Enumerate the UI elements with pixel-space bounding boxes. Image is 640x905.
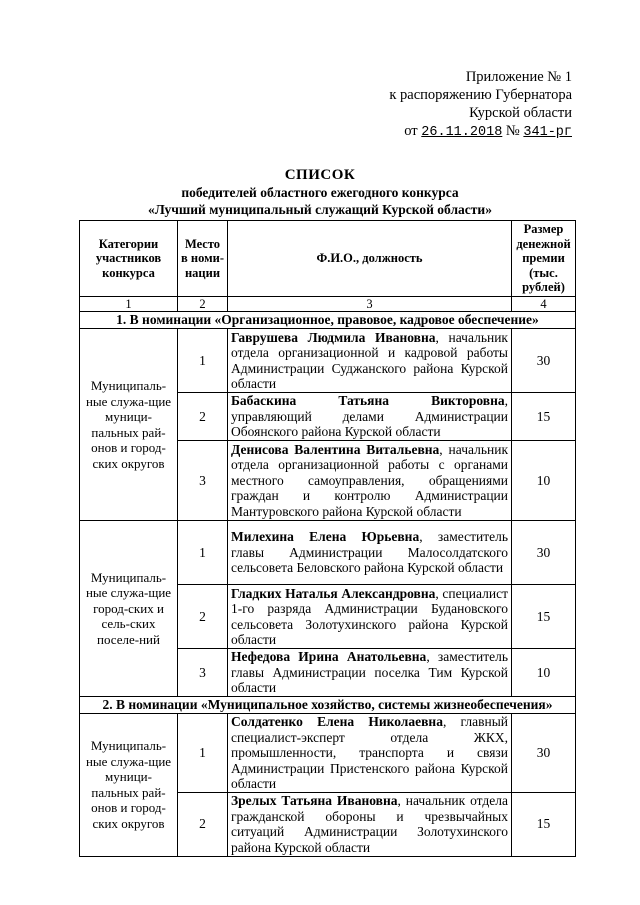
person-cell bbox=[228, 585, 512, 649]
person-cell bbox=[228, 792, 512, 856]
person-position: , заместитель главы Администрации поселка Тим Курской области bbox=[231, 649, 508, 696]
document-subtitle-2: «Лучший муниципальный служащий Курской области» bbox=[148, 202, 492, 217]
appendix-date-line bbox=[360, 122, 572, 142]
category-cell: Муниципаль-ные служа-щие муници-пальных рай-онов и город-ских округов bbox=[80, 329, 178, 521]
place-cell: 1 bbox=[178, 329, 228, 393]
appendix-region: Курской области bbox=[469, 105, 572, 121]
place-cell: 1 bbox=[178, 714, 228, 793]
prize-cell: 10 bbox=[512, 441, 576, 521]
prize-cell: 30 bbox=[512, 329, 576, 393]
column-number: 4 bbox=[512, 297, 576, 312]
place-cell: 1 bbox=[178, 521, 228, 585]
person-name: Солдатенко Елена Николаевна bbox=[231, 714, 443, 729]
nomination-row bbox=[80, 312, 576, 329]
column-number: 2 bbox=[178, 297, 228, 312]
number-prefix: № bbox=[505, 123, 520, 139]
appendix-block bbox=[360, 68, 572, 142]
person-position: , заместитель главы Администрации Малосолдатского сельсовета Беловского района Курской области bbox=[231, 529, 508, 576]
person-name: Милехина Елена Юрьевна bbox=[231, 529, 420, 545]
category-cell: Муниципаль-ные служа-щие город-ских и сель-ских поселе-ний bbox=[80, 521, 178, 697]
prize-cell: 10 bbox=[512, 649, 576, 697]
person-cell bbox=[228, 329, 512, 393]
person-cell bbox=[228, 441, 512, 521]
prize-cell: 30 bbox=[512, 521, 576, 585]
winners-table bbox=[79, 220, 576, 857]
header-place: Место в номи-нации bbox=[178, 221, 228, 297]
person-position: , начальник отдела гражданской обороны и чрезвычайных ситуаций Администрации Золотухинского района Курской области bbox=[231, 793, 508, 855]
place-cell: 2 bbox=[178, 585, 228, 649]
place-cell: 2 bbox=[178, 393, 228, 441]
place-cell: 3 bbox=[178, 441, 228, 521]
column-number: 3 bbox=[228, 297, 512, 312]
person-cell bbox=[228, 521, 512, 585]
person-cell bbox=[228, 393, 512, 441]
table-row bbox=[80, 329, 576, 393]
date-prefix: от bbox=[404, 123, 418, 139]
category-cell: Муниципаль-ные служа-щие муници-пальных рай-онов и город-ских округов bbox=[80, 714, 178, 857]
document-heading bbox=[100, 166, 540, 218]
person-position: , начальник отдела организационной работы с органами местного самоуправления, обращениями граждан и контролю Администрации Мантуровского района Курской области bbox=[231, 441, 509, 519]
person-cell bbox=[228, 714, 512, 793]
person-position: , начальник отдела организационной и кадровой работы Администрации Суджанского района Курской области bbox=[231, 329, 508, 391]
nomination-title: 1. В номинации «Организационное, правовое, кадровое обеспечение» bbox=[80, 312, 576, 329]
header-person: Ф.И.О., должность bbox=[228, 221, 512, 297]
table-header-row bbox=[80, 221, 576, 297]
document-title: СПИСОК bbox=[284, 167, 356, 183]
table-row bbox=[80, 521, 576, 585]
document-subtitle-1: победителей областного ежегодного конкурса bbox=[181, 185, 459, 200]
nomination-title: 2. В номинации «Муниципальное хозяйство, системы жизнеобеспечения» bbox=[80, 697, 576, 714]
column-number: 1 bbox=[80, 297, 178, 312]
person-name: Бабаскина Татьяна Викторовна bbox=[231, 393, 505, 409]
person-position: , управляющий делами Администрации Обоянского района Курской области bbox=[231, 393, 508, 440]
place-cell: 2 bbox=[178, 792, 228, 856]
appendix-title: Приложение № 1 bbox=[465, 69, 572, 85]
prize-cell: 15 bbox=[512, 585, 576, 649]
column-number-row bbox=[80, 297, 576, 312]
prize-cell: 30 bbox=[512, 714, 576, 793]
person-name: Гладких Наталья Александровна bbox=[231, 585, 436, 601]
appendix-order-ref: к распоряжению Губернатора bbox=[389, 87, 572, 103]
nomination-row bbox=[80, 697, 576, 714]
prize-cell: 15 bbox=[512, 792, 576, 856]
person-name: Гаврушева Людмила Ивановна bbox=[231, 329, 436, 345]
prize-cell: 15 bbox=[512, 393, 576, 441]
table-row bbox=[80, 714, 576, 793]
person-cell bbox=[228, 649, 512, 697]
person-name: Денисова Валентина Витальевна bbox=[231, 441, 440, 457]
person-position: , главный специалист-эксперт отдела ЖКХ, промышленности, транспорта и связи Администрации Пристенского района Курской области bbox=[231, 714, 508, 791]
person-name: Зрелых Татьяна Ивановна bbox=[231, 793, 398, 808]
person-name: Нефедова Ирина Анатольевна bbox=[231, 649, 427, 665]
header-prize: Размер денежной премии (тыс. рублей) bbox=[512, 221, 576, 297]
person-position: , специалист 1-го разряда Администрации Будановского сельсовета Золотухинского района Курской области bbox=[231, 585, 508, 647]
order-date: 26.11.2018 bbox=[421, 125, 503, 140]
header-category: Категории участников конкурса bbox=[80, 221, 178, 297]
order-number: 341-рг bbox=[523, 125, 572, 140]
place-cell: 3 bbox=[178, 649, 228, 697]
